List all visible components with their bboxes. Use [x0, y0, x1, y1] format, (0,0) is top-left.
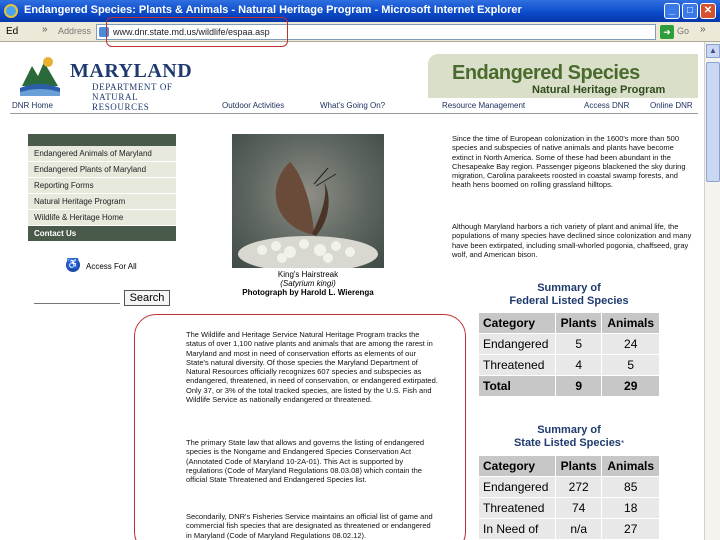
maximize-button[interactable]: □: [682, 3, 698, 19]
nav-access-dnr[interactable]: Access DNR: [584, 101, 630, 110]
table-row: [479, 334, 660, 355]
internet-explorer-icon: [4, 4, 18, 18]
federal-title-line-2: Federal Listed Species: [509, 295, 629, 307]
main-paragraph-2: The primary State law that allows and governs the listing of endangered species is the Nongame and Endangered Species Conservation Act (Annotated Code of Maryland 10-2A-01). This Act is supported by regulations (Code of Maryland Regulations 08.03.08) which contain the official State Threatened and Endangered Species list.: [186, 438, 425, 485]
search-input[interactable]: [34, 292, 120, 304]
table-header-row: [479, 456, 660, 477]
table-cell: Endangered: [479, 334, 556, 355]
table-cell: Threatened: [479, 355, 556, 376]
table-cell: 5: [602, 355, 660, 376]
toolbar-chevron-icon[interactable]: »: [42, 24, 48, 35]
federal-title-line-1: Summary of: [537, 282, 601, 294]
table-cell: 24: [602, 334, 660, 355]
menu-contact-us[interactable]: Contact Us: [28, 226, 176, 242]
top-navigation: [10, 100, 698, 114]
table-cell: 4: [555, 355, 602, 376]
butterfly-photo: [232, 134, 384, 268]
logo-line-3: NATURAL RESOURCES: [92, 92, 150, 112]
address-label: Address: [58, 26, 92, 36]
window-title: Endangered Species: Plants & Animals - Natural Heritage Program - Microsoft Internet Explorer: [24, 4, 522, 16]
accessibility-icon: ♿: [66, 259, 80, 270]
address-url[interactable]: www.dnr.state.md.us/wildlife/espaa.asp: [113, 27, 270, 37]
table-row: [479, 355, 660, 376]
side-menu-header: [28, 134, 176, 146]
table-header: Plants: [555, 313, 602, 334]
vertical-scrollbar[interactable]: [704, 42, 720, 540]
table-header-row: [479, 313, 660, 334]
links-chevron-icon[interactable]: »: [700, 24, 706, 35]
table-cell: Endangered: [479, 477, 556, 498]
table-cell: n/a: [555, 519, 602, 540]
photo-caption: [232, 270, 384, 297]
state-summary-title: [478, 424, 660, 450]
dnr-logo-icon: [18, 52, 62, 96]
caption-photo-credit: Photograph by Harold L. Wierenga: [242, 288, 374, 297]
search-button[interactable]: Search: [124, 290, 170, 306]
table-cell: 85: [602, 477, 660, 498]
federal-summary-table: [478, 312, 660, 397]
right-paragraph-2: Although Maryland harbors a rich variety of plant and animal life, the populations of many species have declined since colonization and many have been extirpated, including small-whorled pogonia, chaffseed, gray wolf, and American bison.: [452, 222, 692, 259]
table-cell: 272: [555, 477, 602, 498]
state-title-line-1: Summary of: [537, 424, 601, 436]
menu-endangered-animals[interactable]: Endangered Animals of Maryland: [28, 146, 176, 162]
page-banner: [428, 54, 698, 98]
menu-endangered-plants[interactable]: Endangered Plants of Maryland: [28, 162, 176, 178]
table-row: [479, 477, 660, 498]
table-cell: Threatened: [479, 498, 556, 519]
state-summary-table: [478, 455, 660, 540]
table-row: [479, 519, 660, 540]
right-paragraph-1: Since the time of European colonization in the 1600's more than 500 species and subspecies of native animals and plants have become extinct in North America. Some of these had been abundant in the Chesapeake Bay region. Passenger pigeons blackened the sky during migration, Carolina parakeets roosted in coastal swamp forests, and heath hens boomed on rolling grassland hilltops.: [452, 134, 686, 190]
table-cell: 18: [602, 498, 660, 519]
table-cell: Total: [479, 376, 556, 397]
minimize-button[interactable]: _: [664, 3, 680, 19]
logo-line-2: DEPARTMENT OF: [92, 82, 173, 92]
menu-natural-heritage-program[interactable]: Natural Heritage Program: [28, 194, 176, 210]
edit-menu[interactable]: Ed: [6, 26, 19, 37]
logo-line-1: MARYLAND: [70, 60, 193, 82]
address-highlight: [106, 17, 288, 47]
table-header: Plants: [555, 456, 602, 477]
federal-summary-title: [478, 282, 660, 308]
banner-subtitle: Natural Heritage Program: [532, 84, 666, 96]
nav-outdoor-activities[interactable]: Outdoor Activities: [222, 101, 285, 110]
scroll-up-icon[interactable]: ▲: [706, 44, 720, 58]
table-cell: 27: [602, 519, 660, 540]
main-paragraph-1: The Wildlife and Heritage Service Natural Heritage Program tracks the status of over 1,100 native plants and animals that are among the rarest in Maryland and most in need of conservation efforts as elements of our State's natural diversity. Of those species the Maryland Department of Natural Resources officially recognizes 607 species and subspecies as endangered, threatened, in need of conservation, or endangered extirpated. Only 37, or 3% of the total tracked species, are listed by the U.S. Fish and Wildlife Service as nationally endangered or threatened.: [186, 330, 438, 405]
table-cell: In Need of: [479, 519, 556, 540]
go-button[interactable]: Go: [677, 26, 690, 36]
table-cell: 74: [555, 498, 602, 519]
table-header: Category: [479, 313, 556, 334]
nav-whats-going-on[interactable]: What's Going On?: [320, 101, 386, 110]
menu-wildlife-heritage-home[interactable]: Wildlife & Heritage Home: [28, 210, 176, 226]
nav-online-dnr[interactable]: Online DNR: [650, 101, 693, 110]
table-total-row: [479, 376, 660, 397]
butterfly-image: [232, 134, 384, 268]
table-header: Animals: [602, 456, 660, 477]
menu-reporting-forms[interactable]: Reporting Forms: [28, 178, 176, 194]
table-cell: 9: [555, 376, 602, 397]
access-for-all-label[interactable]: Access For All: [86, 262, 137, 271]
caption-scientific-name: (Satyrium kingi): [280, 279, 336, 288]
table-cell: 5: [555, 334, 602, 355]
caption-common-name: King's Hairstreak: [277, 270, 339, 279]
nav-dnr-home[interactable]: DNR Home: [12, 101, 53, 110]
table-row: [479, 498, 660, 519]
state-title-footnote-mark: *: [620, 439, 625, 448]
nav-resource-management[interactable]: Resource Management: [442, 101, 526, 110]
banner-title: Endangered Species: [452, 62, 640, 84]
scroll-thumb[interactable]: [706, 62, 720, 182]
go-arrow-icon[interactable]: ➜: [660, 25, 674, 39]
side-menu: [28, 134, 176, 242]
state-title-line-2: State Listed Species: [513, 437, 621, 449]
close-button[interactable]: ✕: [700, 3, 716, 19]
main-paragraph-3: Secondarily, DNR's Fisheries Service maintains an official list of game and commercial fish species that are designated as threatened or endangered in Maryland (Code of Maryland Regulations 08.02.12).: [186, 512, 433, 540]
table-header: Animals: [602, 313, 660, 334]
table-header: Category: [479, 456, 556, 477]
table-cell: 29: [602, 376, 660, 397]
